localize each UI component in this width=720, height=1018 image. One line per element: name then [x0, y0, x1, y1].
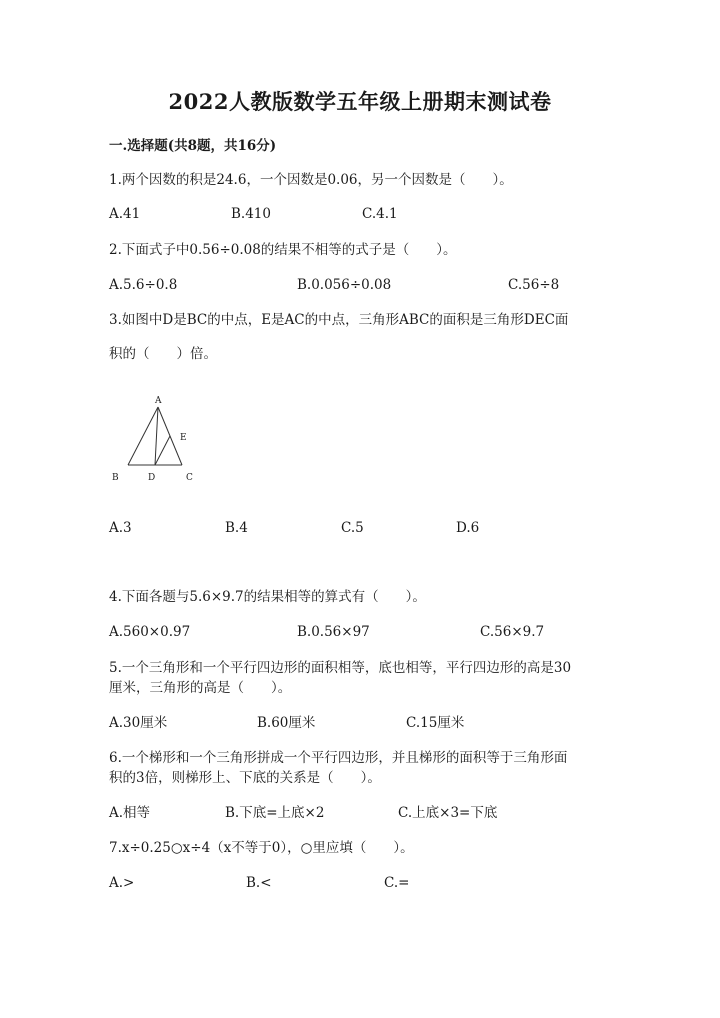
triangle-figure	[104, 388, 204, 488]
question-1-option-a: A.41	[109, 206, 141, 222]
question-2-option-c: C.56÷8	[508, 277, 560, 293]
question-5-option-c: C.15厘米	[406, 715, 465, 731]
question-7-option-a: A.>	[109, 875, 135, 891]
question-2-option-b: B.0.056÷0.08	[297, 277, 392, 293]
edge-ad	[155, 407, 158, 465]
question-4-option-b: B.0.56×97	[297, 624, 370, 640]
edge-ab	[128, 407, 158, 465]
question-6-option-b: B.下底=上底×2	[225, 805, 325, 821]
question-2-text: 2.下面式子中0.56÷0.08的结果不相等的式子是（ ）。	[109, 242, 457, 258]
question-1-option-b: B.410	[231, 206, 271, 222]
question-4-text: 4.下面各题与5.6×9.7的结果相等的算式有（ ）。	[109, 589, 426, 605]
question-5-option-a: A.30厘米	[109, 715, 168, 731]
question-3-option-a: A.3	[109, 520, 132, 536]
question-3-text-line2: 积的（ ）倍。	[109, 346, 217, 362]
question-3-option-b: B.4	[225, 520, 248, 536]
question-7-text: 7.x÷0.25○x÷4（x不等于0），○里应填（ ）。	[109, 840, 414, 856]
question-6-option-a: A.相等	[109, 805, 151, 821]
question-7-option-b: B.<	[246, 875, 272, 891]
question-3-text-line1: 3.如图中D是BC的中点，E是AC的中点，三角形ABC的面积是三角形DEC面	[109, 312, 569, 328]
label-e: E	[180, 433, 187, 443]
label-d: D	[148, 473, 156, 483]
question-4-option-a: A.560×0.97	[109, 624, 191, 640]
question-5-text-line1: 5.一个三角形和一个平行四边形的面积相等，底也相等，平行四边形的高是30	[109, 660, 572, 676]
label-a: A	[155, 396, 162, 406]
page-title: 2022人教版数学五年级上册期末测试卷	[168, 89, 552, 114]
question-5-option-b: B.60厘米	[257, 715, 316, 731]
question-5-text-line2: 厘米，三角形的高是（ ）。	[109, 680, 292, 696]
question-4-option-c: C.56×9.7	[480, 624, 545, 640]
label-c: C	[186, 473, 193, 483]
question-6-text-line2: 积的3倍，则梯形上、下底的关系是（ ）。	[109, 770, 381, 786]
question-7-option-c: C.=	[384, 875, 410, 891]
label-b: B	[112, 473, 119, 483]
question-2-option-a: A.5.6÷0.8	[109, 277, 178, 293]
question-3-option-c: C.5	[341, 520, 364, 536]
question-6-text-line1: 6.一个梯形和一个三角形拼成一个平行四边形，并且梯形的面积等于三角形面	[109, 750, 568, 766]
question-6-option-c: C.上底×3=下底	[398, 805, 498, 821]
question-3-option-d: D.6	[456, 520, 480, 536]
question-1-text: 1.两个因数的积是24.6，一个因数是0.06，另一个因数是（ ）。	[109, 172, 513, 188]
section-heading: 一.选择题(共8题，共16分)	[109, 138, 277, 154]
edge-de	[155, 436, 170, 465]
question-1-option-c: C.4.1	[362, 206, 398, 222]
